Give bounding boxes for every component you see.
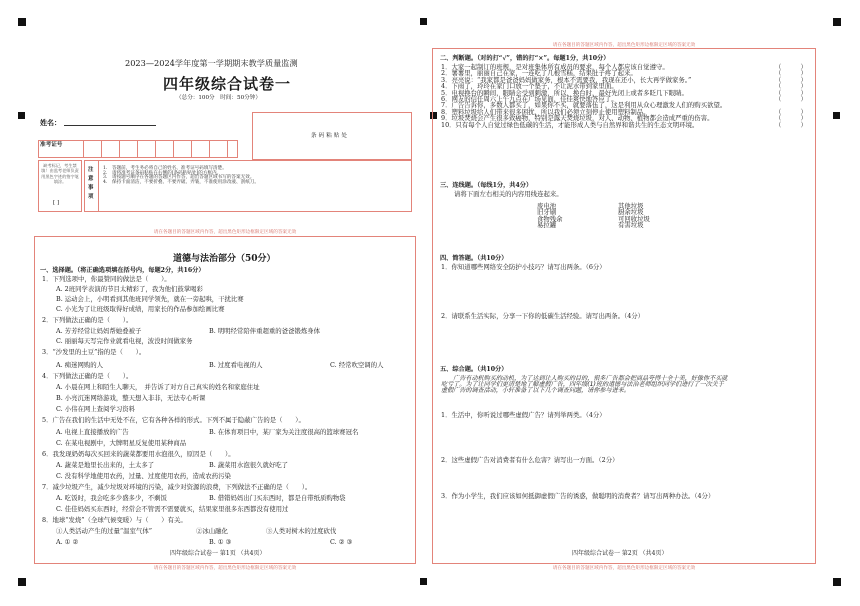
- match-left-item[interactable]: 旧牙刷: [537, 208, 557, 217]
- part4-title: 四、简答题。（共10分）: [440, 255, 508, 262]
- boundary-note-left-bottom: 请在各题目的答题区域内作答，超出黑色矩形边框限定区域的答案无效: [153, 566, 297, 571]
- match-right-item[interactable]: 其他垃圾: [618, 202, 644, 210]
- notes-divider: [98, 160, 99, 212]
- judgment-item: 3．亮亮说：“我家都是爸爸妈妈做家务，根本不需要我，我现在还小，长大再学做家务。” （ ）: [441, 75, 807, 84]
- judgment-item: 6．网友的信任周六上午九点在广场见面，佳佳爽快地答应了。 （ ）: [441, 95, 807, 104]
- comprehensive-q2: 2．这些虚假广告对消费者有什么危害？请写出一方面。（2分）: [441, 456, 619, 464]
- q3-option-a: A. 痴迷网购的人: [56, 361, 104, 369]
- short-answer-1: 1．你知道哪些网络安全防护小技巧？请写出两条。（6分）: [441, 263, 606, 271]
- comprehensive-q3-space[interactable]: [441, 503, 809, 545]
- q5-option-c: C. 在某电视剧中，大牌明星反复使用某种商品: [56, 439, 187, 447]
- q8-option-a: A. ① ②: [56, 538, 79, 546]
- score-time: （总分：100分 时间：50分钟）: [176, 95, 261, 101]
- passage-line: 虚假广告的调查活动，小轩准备了以下几个调查问题，请你参与进来。: [441, 387, 630, 395]
- corner-marker-bottom-left: [18, 578, 26, 586]
- comprehensive-q1: 1．生活中，你听说过哪些虚假广告？请列举两类。（4分）: [441, 411, 606, 419]
- question-3: 3．“沙发里的土豆”指的是（ ）。: [42, 348, 146, 356]
- q7-option-a: A. 吃饭时，我会吃多少盛多少，不剩饭: [56, 494, 167, 502]
- short-answer-2: 2．请联系生活实际，分享一下你的低碳生活经验。请写出两条。（4分）: [441, 312, 645, 320]
- right-page-footer: 四年级综合试卷一 第2页 （共4页）: [572, 550, 668, 557]
- barcode-label: 条码粘贴处: [311, 133, 349, 139]
- match-left-item[interactable]: 易拉罐: [537, 221, 557, 230]
- q4-option-a: A. 小晨在网上和陌生人聊天， 并告诉了对方自己真实的姓名和家庭住址: [56, 383, 260, 391]
- judgment-item: 2．薯薯里，丽丽自己在家，一连吃了几根雪糕，结果肚子疼了起来。 （ ）: [441, 69, 807, 78]
- q8-option-c: C. ② ③: [330, 538, 353, 546]
- name-label: 姓名：: [40, 118, 61, 127]
- judgment-item: 4．下雨了，玲玲在家门口放一个垫子，不让泥水带到家里面。 （ ）: [441, 82, 807, 91]
- section-title-moral: 道德与法治部分（50分）: [173, 254, 276, 264]
- judgment-item: 10．只有每个人自觉过绿色低碳的生活，才能形成人类与自然界和谐共生的生态文明环境。 （ ）: [441, 120, 807, 129]
- part5-title: 五、综合题。（共10分）: [440, 366, 508, 373]
- note-item: 2. 请将准考证条码粘贴在右侧的[条码粘贴处]的方框内。: [103, 170, 222, 176]
- match-left-item[interactable]: 废电池: [537, 202, 557, 210]
- exam-number-label: 准考证号: [40, 142, 63, 148]
- comprehensive-q3: 3．作为小学生，我们应该如何抵御虚假广告的诱惑，做聪明的消费者？请写出两种办法。（4分）: [441, 492, 715, 500]
- match-right-item[interactable]: 厨余垃圾: [618, 208, 644, 217]
- q8-option-b: B. ① ③: [209, 538, 232, 546]
- absent-note: 缺考标记，考生禁填！由监考老师负责用黑色字迹的签字笔填涂。: [41, 163, 79, 185]
- q8-sub-3: ③人类对树木的过度砍伐: [266, 527, 337, 535]
- side-marker-bottom-mid: [420, 578, 427, 585]
- q3-option-b: B. 过度看电视的人: [209, 361, 263, 369]
- judgment-list: [441, 64, 811, 128]
- absent-mark[interactable]: [ ]: [53, 200, 60, 206]
- question-8: 8．地球“发烧”（全球气候变暖）与（ ）有关。: [42, 516, 187, 524]
- q4-option-b: B. 小亮沉迷网络游戏，整天想入非非，无法专心听课: [56, 394, 206, 402]
- exam-main-title: 四年级综合试卷一: [163, 75, 292, 93]
- judgment-item: 7．广告告诉你，多数人都买了，如果你不买，就要落伍了，这是利用从众心理激发人们的购买欲望。: [441, 101, 727, 110]
- q1-option-b: B. 运动会上，小明看到其他班同学领先，就在一旁起哄，干扰比赛: [56, 295, 244, 303]
- passage-line: 吃亏了。为了让同学们更清楚地了解虚假广告，四年级(1)班的道德与法治老师组织同学们进行了一次关于: [441, 381, 724, 389]
- notes-title: 注意事项: [88, 167, 94, 200]
- match-left-column: [537, 203, 563, 229]
- notes-list: [103, 167, 259, 185]
- note-item: 1. 答题前，考生务必将自己的姓名、准考证号码填写清楚。: [103, 166, 227, 171]
- part2-title: 二、判断题。（对的打“√”，错的打“×”。每题1分，共10分）: [440, 55, 610, 62]
- left-page-footer: 四年级综合试卷一 第1页 （共4页）: [170, 550, 266, 557]
- q1-option-c: C. 小光为了让班级取得好成绩，用家长的作品参加绘画比赛: [56, 305, 225, 313]
- part1-title: 一、选择题。（将正确选项填在括号内，每题2分，共16分）: [40, 267, 205, 274]
- name-field[interactable]: [64, 125, 156, 126]
- question-4: 4．下列做法正确的是（ ）。: [42, 372, 133, 380]
- q5-option-a: A. 电视上直接播放的广告: [56, 428, 129, 436]
- boundary-note-left-top: 请在各题目的答题区域内作答，超出黑色矩形边框限定区域的答案无效: [153, 230, 297, 235]
- judgment-item: 8．塑料垃圾给人们带来很多困扰，所以我们必须立刻停止使用塑料制品。 （ ）: [441, 107, 807, 116]
- part5-passage: [441, 376, 727, 394]
- short-answer-1-space[interactable]: [441, 274, 809, 308]
- match-left-item[interactable]: 食物残余: [537, 214, 563, 223]
- judgment-item: 9．垃圾焚烧会产生很多致癌物，特别是露天焚烧垃圾，对人、动物、植物都会造成严重的伤害。 （ ）: [441, 114, 807, 123]
- note-item: 3. 请按题号顺序在各题的答题区内作答，超出答题区域书写的答案无效。: [103, 175, 255, 181]
- q6-option-a: A. 蔬菜是地里长出来的，土太多了: [56, 461, 155, 469]
- short-answer-2-space[interactable]: [441, 323, 809, 357]
- q7-option-c: C. 佳佳妈妈买东西时，经常会不管需不需要就买，结果家里很多东西都没有使用过: [56, 505, 289, 513]
- question-1: 1．下列选项中，你最赞同的做法是（ ）。: [42, 275, 171, 283]
- boundary-note-right-bottom: 请在各题目的答题区域内作答，超出黑色矩形边框限定区域的答案无效: [552, 566, 696, 571]
- corner-marker-bottom-right: [833, 578, 841, 586]
- q4-option-c: C. 小伟在网上查阅学习资料: [56, 405, 136, 413]
- q1-option-a: A. 2班同学表演的节目太精彩了，我为他们鼓掌喝彩: [56, 285, 203, 293]
- side-marker-right: [833, 112, 840, 119]
- q5-option-b: B. 在体育项目中，某厂家为关注度很高的篮球赛冠名: [209, 428, 359, 436]
- q8-sub-1: ①人类活动产生的过量“温室气体”: [56, 527, 153, 535]
- q2-option-a: A. 芳芳经常让妈妈帮她叠被子: [56, 327, 142, 335]
- boundary-note-right-top: 请在各题目的答题区域内作答，超出黑色矩形边框限定区域的答案无效: [552, 43, 696, 48]
- exam-year-title: 2023—2024学年度第一学期期末教学质量监测: [125, 58, 298, 68]
- corner-marker-top-right: [833, 18, 841, 26]
- side-marker-mid: [420, 18, 427, 25]
- exam-number-cells[interactable]: [66, 140, 238, 158]
- question-2: 2．下列做法正确的是（ ）。: [42, 316, 133, 324]
- side-marker-left: [18, 112, 25, 119]
- q7-option-b: B. 借错妈妈出门买东西时，都是自带纸质购物袋: [209, 494, 346, 502]
- comprehensive-q1-space[interactable]: [441, 422, 809, 454]
- judgment-item: 1．大家一起制订的班规，是对班集体所有成员的要求，每个人都应该自觉遵守。 （ ）: [441, 63, 807, 71]
- match-right-item[interactable]: 有害垃圾: [618, 221, 644, 230]
- note-item: 4. 保持卡面清洁，不要折叠、不要弄破、弄皱，不准使用涂改液、刮纸刀。: [103, 179, 259, 185]
- q6-option-b: B. 蔬菜用水泡很久就好吃了: [209, 461, 289, 469]
- q2-option-c: C. 丽丽每天写完作业就看电视，波没时间做家务: [56, 337, 193, 345]
- passage-line: 广告有动机购买的动机，为了达到让人购买的目的，很多广告都会把商品夸得十全十美，好像你不买就: [441, 375, 728, 382]
- question-5: 5．广告在我们的生活中无处不在，它有各种各样的形式。下列不属于隐蔽广告的是（ ）。: [42, 416, 305, 424]
- q8-sub-2: ②冰山融化: [196, 527, 228, 535]
- judgment-item: 5．电视换台的瞬间，眼睛会受到刺激，所以，换台时，最好先闭上或者多眨几下眼睛。 （ ）: [441, 88, 807, 97]
- part3-hint: 请将下面左右相关的内容用线连起来。: [454, 190, 563, 198]
- question-7: 7．减少垃圾产生，减少垃圾对环境的污染，减少对资源的浪费，下列做法不正确的是（ ）。: [42, 483, 312, 491]
- part3-title: 三、连线题。（每线1分，共4分）: [440, 182, 533, 189]
- q3-option-c: C. 经常吹空调的人: [330, 361, 384, 369]
- q6-option-c: C. 没有科学地使用农药，过量、过度使用农药，造成农药污染: [56, 472, 231, 480]
- comprehensive-q2-space[interactable]: [441, 467, 809, 491]
- match-right-column: [618, 203, 650, 229]
- q2-option-b: B. 明明经常陪伴重超重的爸爸锻炼身体: [209, 327, 321, 335]
- question-6: 6．我发现奶奶每次买回来的蔬菜都要用水泡很久，原因是（ ）。: [42, 450, 235, 458]
- corner-marker-top-left: [18, 18, 26, 26]
- match-right-item[interactable]: 可回收垃圾: [618, 214, 650, 223]
